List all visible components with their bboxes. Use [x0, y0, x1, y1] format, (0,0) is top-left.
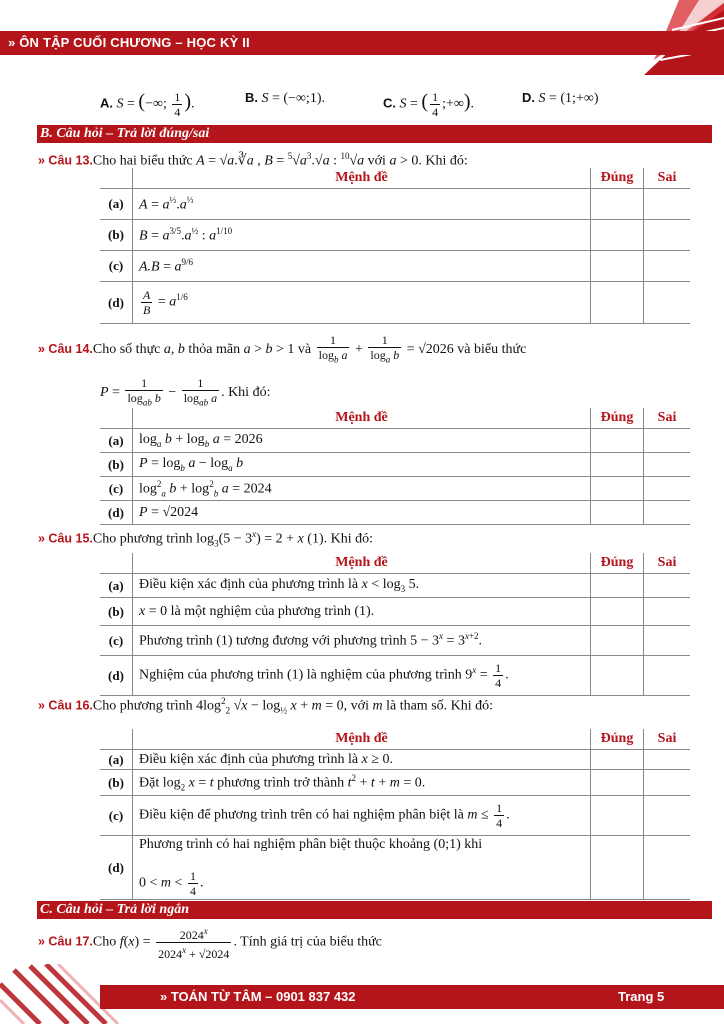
item-label: (d)	[100, 282, 133, 324]
header-true: Đúng	[591, 408, 644, 429]
answer-option-a: A. S = (−∞; $\frac{1}{4}$ ).	[100, 90, 195, 119]
header-true: Đúng	[591, 553, 644, 574]
false-checkbox[interactable]	[644, 626, 691, 656]
false-checkbox[interactable]	[644, 189, 691, 220]
false-checkbox[interactable]	[644, 477, 691, 501]
statement-text: $A = a^{\frac{1}{2}}.a^{\frac{1}{3}}$	[133, 189, 591, 220]
answer-option-d: D. S = (1;+∞)	[522, 90, 599, 106]
header-statement: Mệnh đề	[133, 168, 591, 189]
header-false: Sai	[644, 168, 691, 189]
true-checkbox[interactable]	[591, 429, 644, 453]
item-label: (b)	[100, 598, 133, 626]
footer-contact: » TOÁN TỪ TÂM – 0901 837 432	[160, 989, 356, 1004]
true-checkbox[interactable]	[591, 501, 644, 525]
answer-option-c: C. S = ( $\frac{1}{4}$ ;+∞).	[383, 90, 475, 119]
statement-text: Điều kiện xác định của phương trình là $x < \log_3 5$.	[133, 574, 591, 598]
item-label: (c)	[100, 477, 133, 501]
table-corner	[100, 168, 133, 189]
question-number: » Câu 15.	[38, 531, 93, 546]
statement-text: Phương trình (1) tương đương với phương trình $5 - 3^x = 3^{x+2}$.	[133, 626, 591, 656]
answer-option-b: B. S = (−∞;1).	[245, 90, 325, 106]
false-checkbox[interactable]	[644, 429, 691, 453]
statement-text: $\frac{A}{B}$ = $a^{1/6}$	[133, 282, 591, 324]
table-corner	[100, 729, 133, 750]
true-checkbox[interactable]	[591, 574, 644, 598]
header-statement: Mệnh đề	[133, 553, 591, 574]
header-false: Sai	[644, 729, 691, 750]
question-number: » Câu 16.	[38, 698, 93, 713]
statement-text: P = √2024	[133, 501, 591, 525]
header-false: Sai	[644, 553, 691, 574]
statement-table-q13	[100, 168, 690, 324]
statement-table-q14	[100, 408, 690, 525]
item-label: (d)	[100, 501, 133, 525]
false-checkbox[interactable]	[644, 836, 691, 900]
question-number: » Câu 14.	[38, 341, 93, 356]
true-checkbox[interactable]	[591, 626, 644, 656]
header-statement: Mệnh đề	[133, 408, 591, 429]
false-checkbox[interactable]	[644, 656, 691, 696]
item-label: (c)	[100, 796, 133, 836]
false-checkbox[interactable]	[644, 453, 691, 477]
true-checkbox[interactable]	[591, 836, 644, 900]
section-b-title: B. Câu hỏi – Trả lời đúng/sai	[37, 125, 712, 143]
question-14: » Câu 14.Cho số thực a, b thỏa mãn a > b > 1 và $\frac{1}{\log_b a}$ + $\frac{1}{\log_a b}$ = √2026 và biểu thức	[38, 333, 527, 365]
true-checkbox[interactable]	[591, 282, 644, 324]
item-label: (c)	[100, 626, 133, 656]
header-false: Sai	[644, 408, 691, 429]
item-label: (d)	[100, 656, 133, 696]
true-checkbox[interactable]	[591, 453, 644, 477]
false-checkbox[interactable]	[644, 282, 691, 324]
table-corner	[100, 408, 133, 429]
true-checkbox[interactable]	[591, 796, 644, 836]
statement-text: $\log_a b + \log_b a = 2026$	[133, 429, 591, 453]
item-label: (c)	[100, 251, 133, 282]
statement-text: $\log^2_a b + \log^2_b a = 2024$	[133, 477, 591, 501]
false-checkbox[interactable]	[644, 574, 691, 598]
answer-options	[100, 86, 700, 119]
false-checkbox[interactable]	[644, 220, 691, 251]
header-statement: Mệnh đề	[133, 729, 591, 750]
statement-text: x = 0 là một nghiệm của phương trình (1).	[133, 598, 591, 626]
question-number: » Câu 17.	[38, 934, 93, 949]
header-true: Đúng	[591, 168, 644, 189]
true-checkbox[interactable]	[591, 598, 644, 626]
true-checkbox[interactable]	[591, 770, 644, 796]
question-17: » Câu 17.Cho f(x) = $\frac{2024^x}{2024^x + √2024}$ . Tính giá trị của biểu thức	[38, 926, 382, 961]
statement-text: Điều kiện để phương trình trên có hai nghiệm phân biệt là m ≤ $\frac{1}{4}$ .	[133, 796, 591, 836]
item-label: (a)	[100, 574, 133, 598]
header-true: Đúng	[591, 729, 644, 750]
statement-text: Đặt $\log_2 x = t$ phương trình trở thành $t^2 + t + m = 0$.	[133, 770, 591, 796]
question-16: » Câu 16.Cho phương trình $4\log^2_2$ $√x - \log_{\frac{1}{2}} x + m = 0$, với m là tham số. Khi đó:	[38, 696, 494, 716]
true-checkbox[interactable]	[591, 477, 644, 501]
table-corner	[100, 553, 133, 574]
page-header-title: » ÔN TẬP CUỐI CHƯƠNG – HỌC KỲ II	[8, 35, 250, 50]
false-checkbox[interactable]	[644, 501, 691, 525]
true-checkbox[interactable]	[591, 189, 644, 220]
statement-text: $P = \log_b a - \log_a b$	[133, 453, 591, 477]
answer-label: D.	[522, 90, 535, 105]
true-checkbox[interactable]	[591, 220, 644, 251]
false-checkbox[interactable]	[644, 796, 691, 836]
item-label: (a)	[100, 429, 133, 453]
answer-label: B.	[245, 90, 258, 105]
true-checkbox[interactable]	[591, 656, 644, 696]
statement-text: $A.B = a^{9/6}$	[133, 251, 591, 282]
item-label: (b)	[100, 220, 133, 251]
statement-table-q16	[100, 729, 690, 900]
item-label: (a)	[100, 189, 133, 220]
page-number: Trang 5	[618, 989, 665, 1004]
item-label: (b)	[100, 453, 133, 477]
statement-text: Điều kiện xác định của phương trình là x ≥ 0.	[133, 750, 591, 770]
statement-table-q15	[100, 553, 690, 696]
question-15: » Câu 15.Cho phương trình $\log_3(5 - 3^x) = 2 + x$ (1). Khi đó:	[38, 529, 374, 549]
question-14-expression: P = $\frac{1}{\log_{ab} b}$ − $\frac{1}{\log_{ab} a}$ . Khi đó:	[100, 376, 271, 408]
true-checkbox[interactable]	[591, 750, 644, 770]
item-label: (b)	[100, 770, 133, 796]
true-checkbox[interactable]	[591, 251, 644, 282]
false-checkbox[interactable]	[644, 750, 691, 770]
false-checkbox[interactable]	[644, 251, 691, 282]
answer-label: A.	[100, 95, 113, 111]
false-checkbox[interactable]	[644, 770, 691, 796]
answer-label: C.	[383, 95, 396, 111]
false-checkbox[interactable]	[644, 598, 691, 626]
statement-text: Phương trình có hai nghiệm phân biệt thuộc khoảng (0;1) khi 0 < m < $\frac{1}{4}$ .	[133, 836, 591, 900]
item-label: (a)	[100, 750, 133, 770]
question-number: » Câu 13.	[38, 153, 93, 168]
item-label: (d)	[100, 836, 133, 900]
section-c-title: C. Câu hỏi – Trả lời ngắn	[37, 901, 712, 919]
question-13: » Câu 13.Cho hai biểu thức A = √a.∛a , $B = ^5√a^3.√a$ : $^{10}$√a với a > 0. Khi đó:	[38, 151, 468, 169]
statement-text: $B = a^{3/5}.a^{\frac{1}{2}}$ : $a^{1/10}$	[133, 220, 591, 251]
statement-text: Nghiệm của phương trình (1) là nghiệm của phương trình $9^x$ = $\frac{1}{4}$ .	[133, 656, 591, 696]
